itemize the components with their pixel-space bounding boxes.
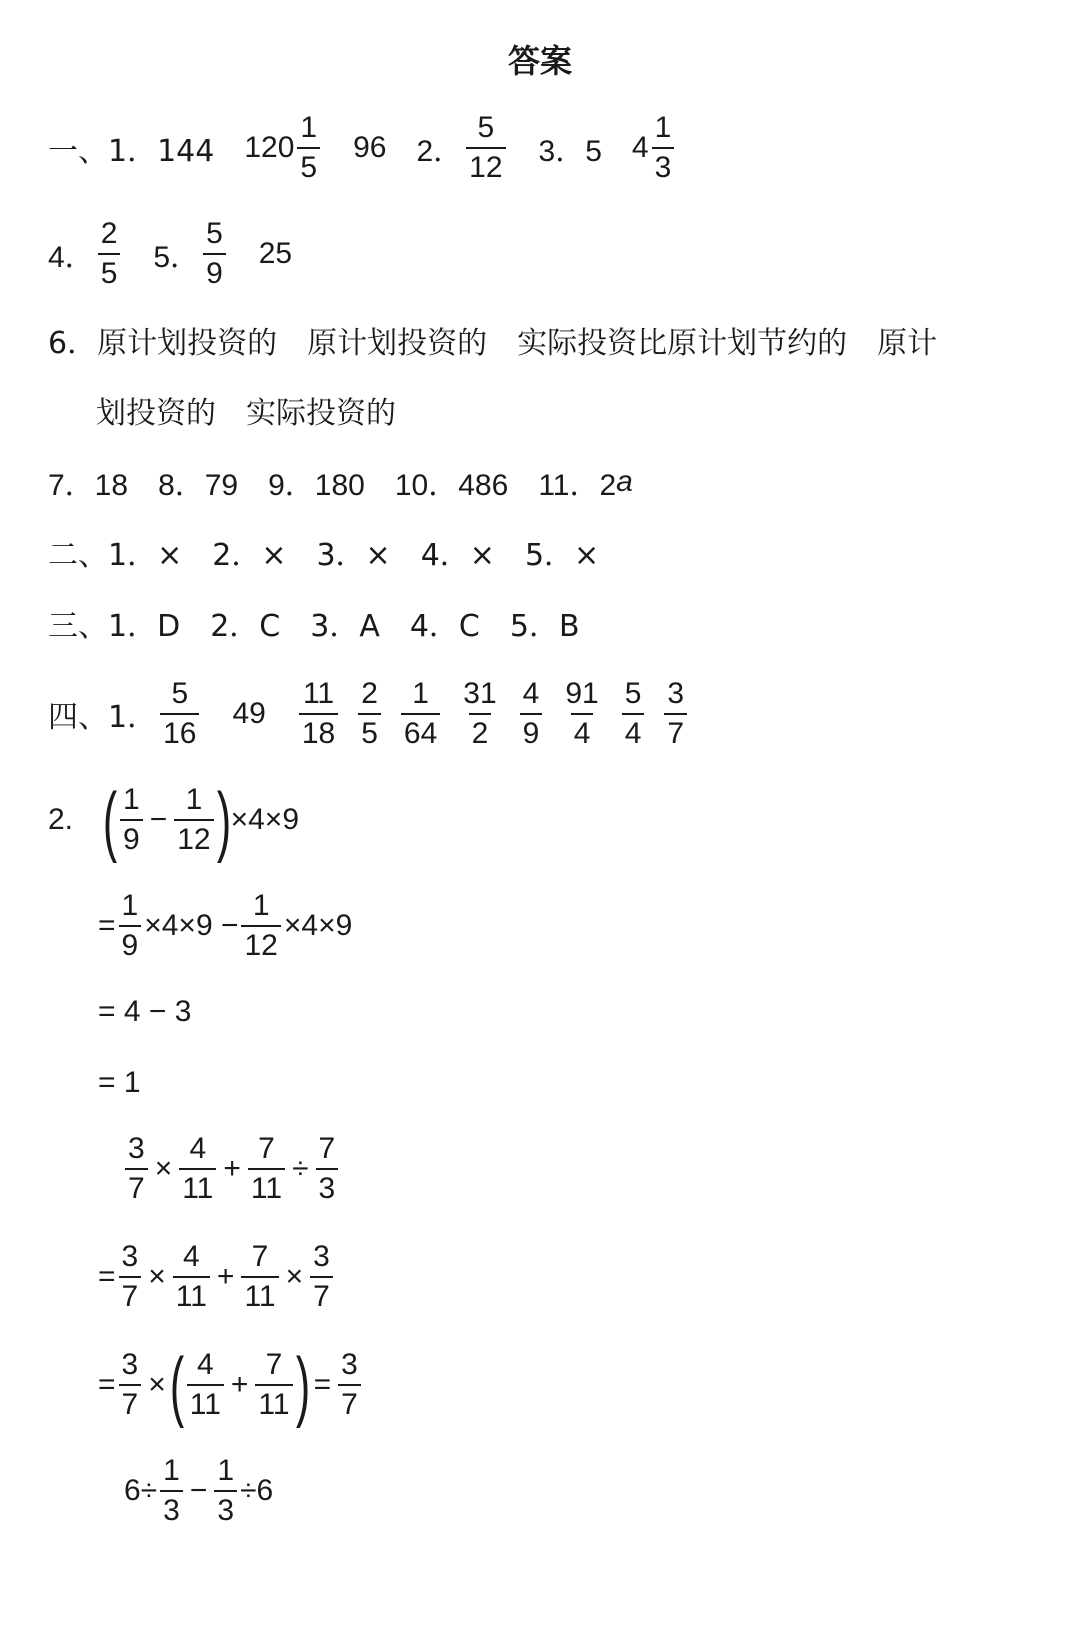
denominator: 5 bbox=[98, 253, 121, 289]
left-paren: ( bbox=[169, 1341, 184, 1429]
fraction bbox=[310, 1242, 333, 1312]
expression-tail: ×4×9 bbox=[230, 803, 300, 836]
numerator: 11 bbox=[302, 677, 335, 710]
denominator: 64 bbox=[401, 713, 440, 749]
fraction bbox=[652, 113, 675, 183]
s2-item: 3．× bbox=[316, 538, 391, 573]
s2-item: 二、1．× bbox=[48, 538, 183, 573]
numerator: 7 bbox=[318, 1132, 336, 1165]
numerator: 4 bbox=[196, 1348, 214, 1381]
s2-item: 2．× bbox=[212, 538, 287, 573]
fraction bbox=[622, 679, 645, 749]
answer-11: 11．2 bbox=[538, 469, 617, 502]
numerator: 31 bbox=[463, 677, 497, 710]
numerator: 1 bbox=[121, 889, 139, 922]
numerator: 5 bbox=[171, 677, 189, 710]
fraction bbox=[214, 1456, 237, 1526]
p2-expr1 bbox=[48, 776, 300, 864]
p2-expr3 bbox=[98, 992, 191, 1032]
denominator: 7 bbox=[125, 1168, 148, 1204]
expression-result: = 1 bbox=[98, 1066, 141, 1099]
numerator: 7 bbox=[265, 1348, 283, 1381]
answer-7: 7．18 bbox=[48, 469, 129, 502]
denominator: 7 bbox=[664, 713, 687, 749]
answer-value: 25 bbox=[258, 237, 293, 270]
answer-6-b: 原计划投资的 bbox=[307, 326, 488, 361]
section1-line2 bbox=[48, 214, 292, 294]
denominator: 11 bbox=[241, 1276, 278, 1312]
denominator: 3 bbox=[652, 147, 675, 183]
denominator: 5 bbox=[297, 147, 320, 183]
denominator: 9 bbox=[203, 253, 226, 289]
answer-11-variable: a bbox=[616, 465, 633, 498]
s4-label: 四、1． bbox=[48, 700, 158, 735]
numerator: 1 bbox=[185, 783, 203, 816]
p2-expr6 bbox=[98, 1237, 336, 1317]
denominator: 4 bbox=[622, 713, 645, 749]
p2-expr5 bbox=[122, 1129, 341, 1209]
right-paren: ) bbox=[295, 1341, 310, 1429]
mixed-whole: 4 bbox=[631, 131, 649, 164]
numerator: 1 bbox=[123, 783, 140, 816]
s3-item: 3．A bbox=[310, 609, 380, 644]
numerator: 91 bbox=[565, 677, 599, 710]
p2-expr2 bbox=[98, 886, 352, 966]
numerator: 3 bbox=[121, 1348, 139, 1381]
denominator: 5 bbox=[358, 713, 381, 749]
expression-head: 6÷ bbox=[124, 1474, 158, 1507]
equals: = bbox=[98, 909, 116, 942]
denominator: 12 bbox=[466, 147, 505, 183]
fraction bbox=[466, 113, 505, 183]
denominator: 12 bbox=[241, 925, 280, 961]
denominator: 11 bbox=[187, 1384, 224, 1420]
operator: × bbox=[285, 1260, 304, 1293]
answer-8: 8．79 bbox=[158, 469, 239, 502]
fraction bbox=[187, 1350, 224, 1420]
expression-tail: ×4×9 bbox=[283, 909, 353, 942]
fraction bbox=[179, 1134, 216, 1204]
expression-middle: ×4×9 − bbox=[144, 909, 239, 942]
answer-3: 3．5 bbox=[538, 135, 602, 168]
s3-item: 三、1．D bbox=[48, 609, 181, 644]
expression-step: = 4 − 3 bbox=[98, 995, 192, 1028]
numerator: 1 bbox=[300, 111, 318, 144]
operator: + bbox=[223, 1152, 241, 1185]
fraction bbox=[401, 679, 440, 749]
fraction bbox=[338, 1350, 361, 1420]
numerator: 7 bbox=[251, 1240, 269, 1273]
equals: = bbox=[98, 1368, 116, 1401]
fraction bbox=[119, 1350, 142, 1420]
answer-4-label: 4． bbox=[48, 241, 95, 274]
fraction bbox=[119, 1242, 142, 1312]
fraction bbox=[173, 1242, 210, 1312]
denominator: 11 bbox=[255, 1384, 292, 1420]
numerator: 5 bbox=[477, 111, 495, 144]
fraction bbox=[98, 219, 121, 289]
denominator: 3 bbox=[214, 1490, 237, 1526]
fraction bbox=[241, 1242, 278, 1312]
numerator: 1 bbox=[412, 677, 429, 710]
denominator: 9 bbox=[120, 819, 143, 855]
mixed-whole: 120 bbox=[244, 131, 295, 164]
s3-item: 5．B bbox=[509, 609, 580, 644]
section1-line4 bbox=[96, 390, 396, 430]
s3-item: 4．C bbox=[409, 609, 480, 644]
answer-1-1: 一、1．144 bbox=[48, 134, 215, 169]
fraction bbox=[255, 1350, 292, 1420]
fraction bbox=[299, 679, 338, 749]
left-paren: ( bbox=[102, 776, 118, 864]
section4-line1 bbox=[48, 674, 690, 754]
numerator: 1 bbox=[654, 111, 672, 144]
numerator: 5 bbox=[624, 677, 642, 710]
section2-line bbox=[48, 532, 599, 572]
answer-6-d: 原计 bbox=[877, 326, 938, 361]
numerator: 3 bbox=[128, 1132, 145, 1165]
denominator: 11 bbox=[179, 1168, 216, 1204]
denominator: 3 bbox=[316, 1168, 339, 1204]
numerator: 1 bbox=[163, 1454, 180, 1487]
p2-expr4 bbox=[98, 1063, 141, 1103]
denominator: 9 bbox=[520, 713, 543, 749]
operator: ÷ bbox=[292, 1152, 309, 1185]
operator: − bbox=[189, 1474, 208, 1507]
operator: − bbox=[149, 803, 168, 836]
denominator: 4 bbox=[571, 713, 594, 749]
denominator: 11 bbox=[248, 1168, 285, 1204]
p2-expr8 bbox=[124, 1451, 273, 1531]
answer-2-label: 2． bbox=[416, 135, 464, 168]
denominator: 7 bbox=[119, 1276, 142, 1312]
fraction bbox=[160, 1456, 183, 1526]
denominator: 9 bbox=[119, 925, 142, 961]
fraction bbox=[174, 785, 213, 855]
answer-6-f: 实际投资的 bbox=[246, 396, 396, 431]
numerator: 1 bbox=[252, 889, 270, 922]
s2-item: 4．× bbox=[420, 538, 495, 573]
fraction bbox=[460, 679, 499, 749]
operator: × bbox=[154, 1152, 173, 1185]
section1-line3 bbox=[48, 320, 937, 360]
numerator: 3 bbox=[667, 677, 685, 710]
operator: × bbox=[148, 1260, 166, 1293]
fraction bbox=[125, 1134, 148, 1204]
operator: + bbox=[230, 1368, 249, 1401]
numerator: 4 bbox=[189, 1132, 207, 1165]
fraction bbox=[316, 1134, 339, 1204]
denominator: 12 bbox=[174, 819, 213, 855]
answer-9: 9．180 bbox=[268, 469, 365, 502]
numerator: 4 bbox=[522, 677, 540, 710]
answer-5-label: 5． bbox=[153, 241, 201, 274]
equals: = bbox=[98, 1260, 116, 1293]
page-title: 答案 bbox=[507, 42, 572, 80]
numerator: 7 bbox=[258, 1132, 275, 1165]
denominator: 7 bbox=[119, 1384, 142, 1420]
answer-value: 96 bbox=[353, 131, 387, 164]
denominator: 2 bbox=[469, 713, 492, 749]
numerator: 2 bbox=[361, 677, 378, 710]
fraction bbox=[119, 891, 142, 961]
fraction bbox=[297, 113, 320, 183]
denominator: 11 bbox=[173, 1276, 210, 1312]
answer-10: 10．486 bbox=[394, 469, 509, 502]
answer-value: 49 bbox=[232, 697, 266, 730]
fraction bbox=[248, 1134, 285, 1204]
fraction bbox=[120, 785, 143, 855]
numerator: 5 bbox=[206, 217, 223, 250]
numerator: 2 bbox=[100, 217, 118, 250]
equals: = bbox=[313, 1368, 332, 1401]
denominator: 16 bbox=[160, 713, 199, 749]
numerator: 3 bbox=[341, 1348, 358, 1381]
p2-label: 2. bbox=[48, 803, 74, 836]
section1-line5 bbox=[48, 462, 633, 502]
fraction bbox=[203, 219, 226, 289]
answer-6-a: 6．原计划投资的 bbox=[48, 326, 278, 361]
fraction bbox=[241, 891, 280, 961]
numerator: 1 bbox=[217, 1454, 235, 1487]
right-paren: ) bbox=[216, 776, 231, 864]
operator: + bbox=[216, 1260, 235, 1293]
denominator: 18 bbox=[299, 713, 338, 749]
denominator: 7 bbox=[310, 1276, 333, 1312]
answer-6-e: 划投资的 bbox=[96, 396, 216, 431]
numerator: 3 bbox=[121, 1240, 139, 1273]
section1-line1 bbox=[48, 108, 677, 188]
expression-tail: ÷6 bbox=[240, 1474, 274, 1507]
s3-item: 2．C bbox=[210, 609, 281, 644]
fraction bbox=[358, 679, 381, 749]
fraction bbox=[160, 679, 199, 749]
numerator: 3 bbox=[313, 1240, 330, 1273]
denominator: 3 bbox=[160, 1490, 183, 1526]
fraction bbox=[664, 679, 687, 749]
answer-6-c: 实际投资比原计划节约的 bbox=[517, 326, 848, 361]
denominator: 7 bbox=[338, 1384, 361, 1420]
fraction bbox=[520, 679, 543, 749]
operator: × bbox=[148, 1368, 166, 1401]
section3-line bbox=[48, 603, 580, 643]
s2-item: 5．× bbox=[524, 538, 600, 573]
fraction bbox=[562, 679, 601, 749]
numerator: 4 bbox=[182, 1240, 200, 1273]
p2-expr7 bbox=[98, 1341, 364, 1429]
